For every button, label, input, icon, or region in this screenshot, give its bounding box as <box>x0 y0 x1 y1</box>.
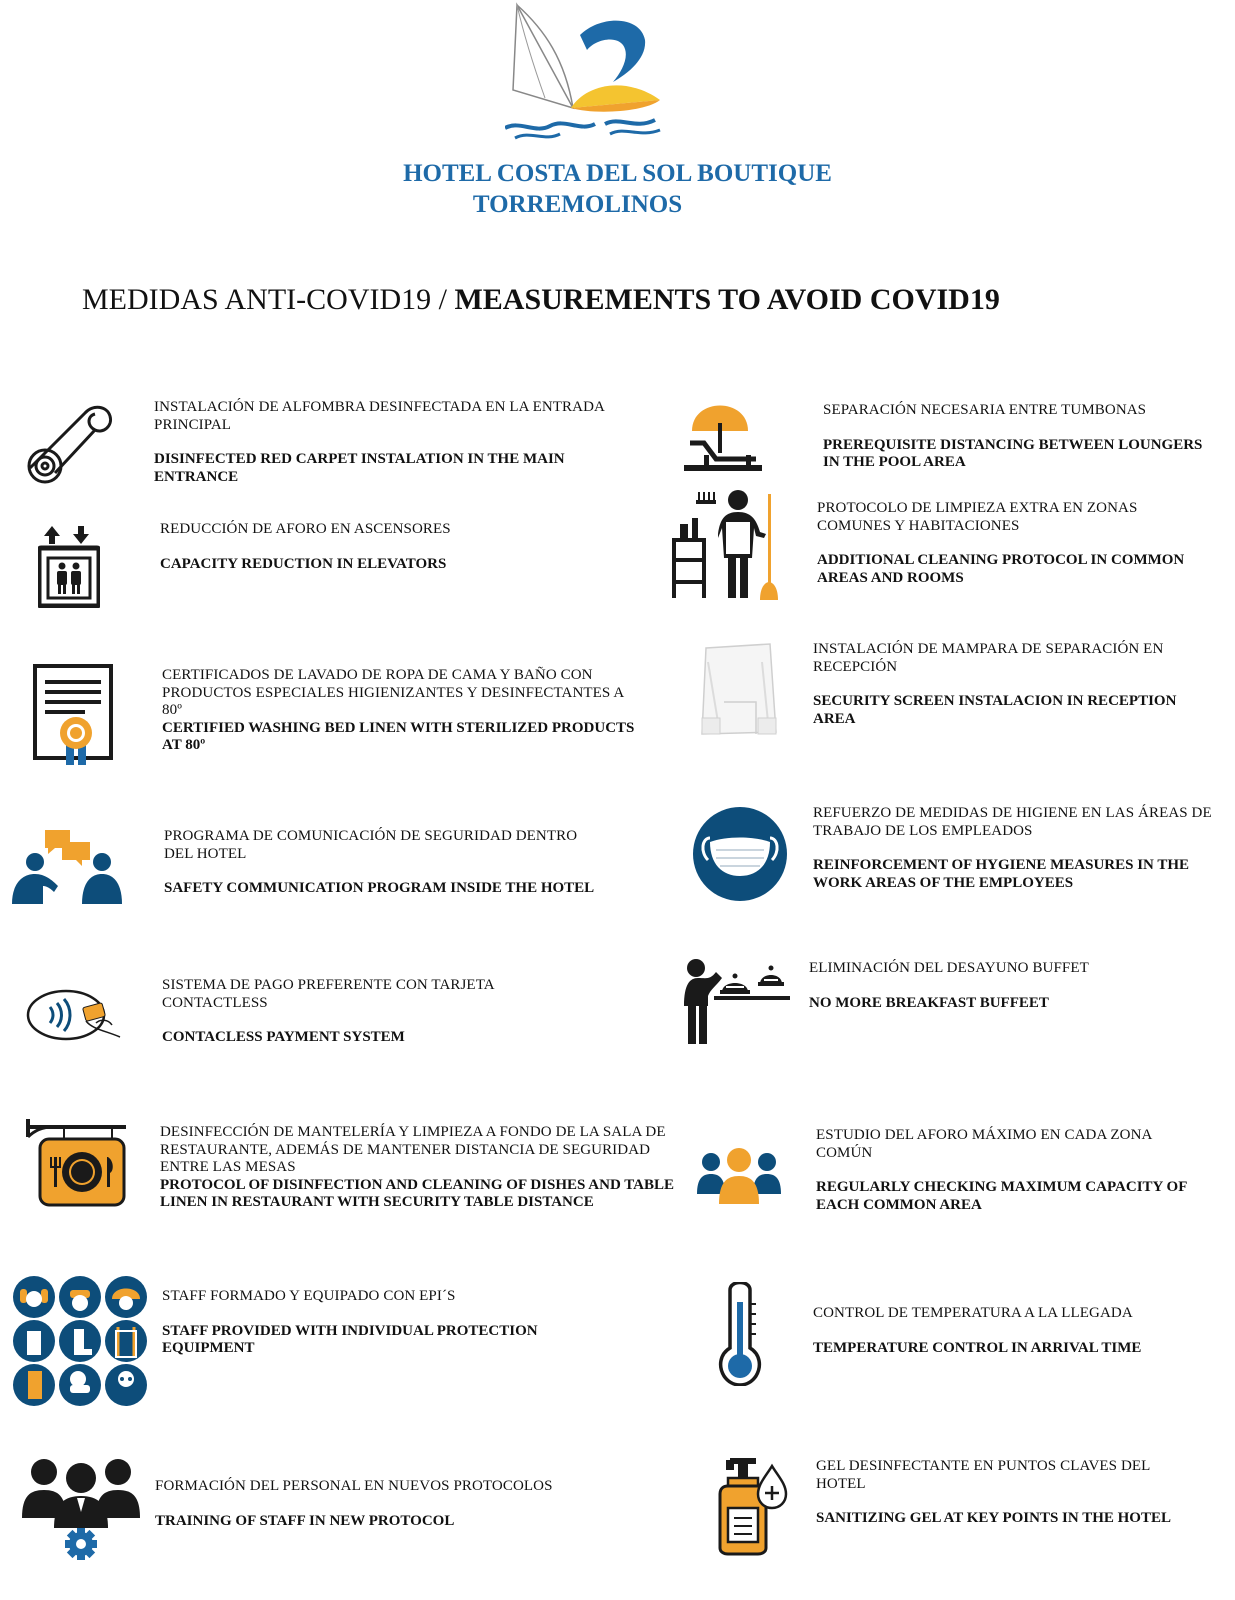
measure-8-text <box>155 1478 555 1530</box>
measure-8-en: TRAINING OF STAFF IN NEW PROTOCOL <box>155 1512 455 1529</box>
cleaning-staff-icon <box>668 488 788 602</box>
measure-3-en: CERTIFIED WASHING BED LINEN WITH STERILIZED PRODUCTS AT 80º <box>162 719 635 753</box>
hotel-logo <box>505 0 675 140</box>
measure-3-text <box>162 667 642 755</box>
measure-13-es: ELIMINACIÓN DEL DESAYUNO BUFFET <box>809 960 1089 976</box>
measure-12-en: REINFORCEMENT OF HYGIENE MEASURES IN THE WORK AREAS OF THE EMPLOYEES <box>813 857 1190 891</box>
measure-11-text <box>813 641 1203 728</box>
measure-11-es: INSTALACIÓN DE MAMPARA DE SEPARACIÓN EN RECEPCIÓN <box>813 641 1164 675</box>
measure-5-es: SISTEMA DE PAGO PREFERENTE CON TARJETA CONTACTLESS <box>162 977 494 1011</box>
page-title <box>82 283 1000 317</box>
title-english: MEASUREMENTS TO AVOID COVID19 <box>454 283 1000 316</box>
measure-16-text <box>816 1458 1196 1528</box>
group-capacity-icon <box>697 1148 781 1204</box>
measure-5-text <box>162 977 542 1047</box>
contactless-card-icon <box>26 985 122 1045</box>
measure-8-es: FORMACIÓN DEL PERSONAL EN NUEVOS PROTOCOLOS <box>155 1478 553 1494</box>
measure-12-es: REFUERZO DE MEDIDAS DE HIGIENE EN LAS ÁREAS DE TRABAJO DE LOS EMPLEADOS <box>813 805 1212 839</box>
thermometer-icon <box>716 1282 764 1386</box>
measure-13-en: NO MORE BREAKFAST BUFFEET <box>809 994 1049 1011</box>
sunbed-umbrella-icon <box>684 393 764 475</box>
measure-4-es: PROGRAMA DE COMUNICACIÓN DE SEGURIDAD DENTRO DEL HOTEL <box>164 828 578 862</box>
measure-6-es: DESINFECCIÓN DE MANTELERÍA Y LIMPIEZA A FONDO DE LA SALA DE RESTAURANTE, ADEMÁS DE MANTENER DISTANCIA DE SEGURIDAD ENTRE LAS MESAS <box>160 1124 666 1175</box>
reception-screen-icon <box>698 642 780 736</box>
staff-training-icon <box>22 1456 140 1562</box>
elevator-icon <box>38 524 100 608</box>
people-talking-icon <box>10 828 125 908</box>
title-spanish: MEDIDAS ANTI-COVID19 / <box>82 283 455 316</box>
measure-15-text <box>813 1305 1193 1357</box>
measure-13-text <box>809 960 1189 1012</box>
measure-2-en: CAPACITY REDUCTION IN ELEVATORS <box>160 555 447 572</box>
measure-9-en: PREREQUISITE DISTANCING BETWEEN LOUNGERS IN THE POOL AREA <box>823 436 1203 470</box>
measure-14-text <box>816 1127 1196 1214</box>
measure-16-es: GEL DESINFECTANTE EN PUNTOS CLAVES DEL HOTEL <box>816 1458 1150 1492</box>
hotel-name-line2: TORREMOLINOS <box>472 191 683 218</box>
measure-3-es: CERTIFICADOS DE LAVADO DE ROPA DE CAMA Y BAÑO CON PRODUCTOS ESPECIALES HIGIENIZANTES Y DESINFECTANTES A 80º <box>162 667 624 718</box>
measure-6-text <box>160 1124 690 1212</box>
measure-9-text <box>823 402 1203 472</box>
measure-7-text <box>162 1288 582 1358</box>
measure-5-en: CONTACLESS PAYMENT SYSTEM <box>162 1029 405 1045</box>
measure-4-text <box>164 828 604 898</box>
measure-10-text <box>817 500 1197 587</box>
face-mask-icon <box>692 806 788 902</box>
measure-16-en: SANITIZING GEL AT KEY POINTS IN THE HOTEL <box>816 1510 1171 1526</box>
measure-2-es: REDUCCIÓN DE AFORO EN ASCENSORES <box>160 521 451 537</box>
measure-11-en: SECURITY SCREEN INSTALACION IN RECEPTION AREA <box>813 693 1177 727</box>
measure-15-es: CONTROL DE TEMPERATURA A LA LLEGADA <box>813 1305 1133 1321</box>
measure-9-es: SEPARACIÓN NECESARIA ENTRE TUMBONAS <box>823 402 1147 418</box>
measure-10-es: PROTOCOLO DE LIMPIEZA EXTRA EN ZONAS COMUNES Y HABITACIONES <box>817 500 1138 534</box>
hotel-name-line1: HOTEL COSTA DEL SOL BOUTIQUE <box>403 160 832 187</box>
sanitizer-gel-icon <box>712 1456 790 1556</box>
measure-6-en: PROTOCOL OF DISINFECTION AND CLEANING OF DISHES AND TABLE LINEN IN RESTAURANT WITH SECURITY TABLE DISTANCE <box>160 1176 674 1210</box>
buffet-icon <box>682 956 792 1046</box>
certificate-icon <box>32 663 116 767</box>
measure-7-es: STAFF FORMADO Y EQUIPADO CON EPI´S <box>162 1288 456 1304</box>
measure-10-en: ADDITIONAL CLEANING PROTOCOL IN COMMON AREAS AND ROOMS <box>817 552 1185 586</box>
measure-14-es: ESTUDIO DEL AFORO MÁXIMO EN CADA ZONA COMÚN <box>816 1127 1152 1161</box>
measure-2-text <box>160 521 630 573</box>
restaurant-sign-icon <box>24 1117 128 1209</box>
measure-1-en: DISINFECTED RED CARPET INSTALATION IN THE MAIN ENTRANCE <box>154 451 565 485</box>
ppe-grid-icon <box>12 1275 148 1407</box>
measure-1-text <box>154 399 624 486</box>
measure-4-en: SAFETY COMMUNICATION PROGRAM INSIDE THE HOTEL <box>164 880 595 896</box>
measure-12-text <box>813 805 1213 892</box>
measure-1-es: INSTALACIÓN DE ALFOMBRA DESINFECTADA EN LA ENTRADA PRINCIPAL <box>154 399 605 433</box>
measure-7-en: STAFF PROVIDED WITH INDIVIDUAL PROTECTION EQUIPMENT <box>162 1322 538 1356</box>
measure-15-en: TEMPERATURE CONTROL IN ARRIVAL TIME <box>813 1339 1142 1356</box>
carpet-roll-icon <box>25 398 115 488</box>
measure-14-en: REGULARLY CHECKING MAXIMUM CAPACITY OF EACH COMMON AREA <box>816 1179 1187 1213</box>
